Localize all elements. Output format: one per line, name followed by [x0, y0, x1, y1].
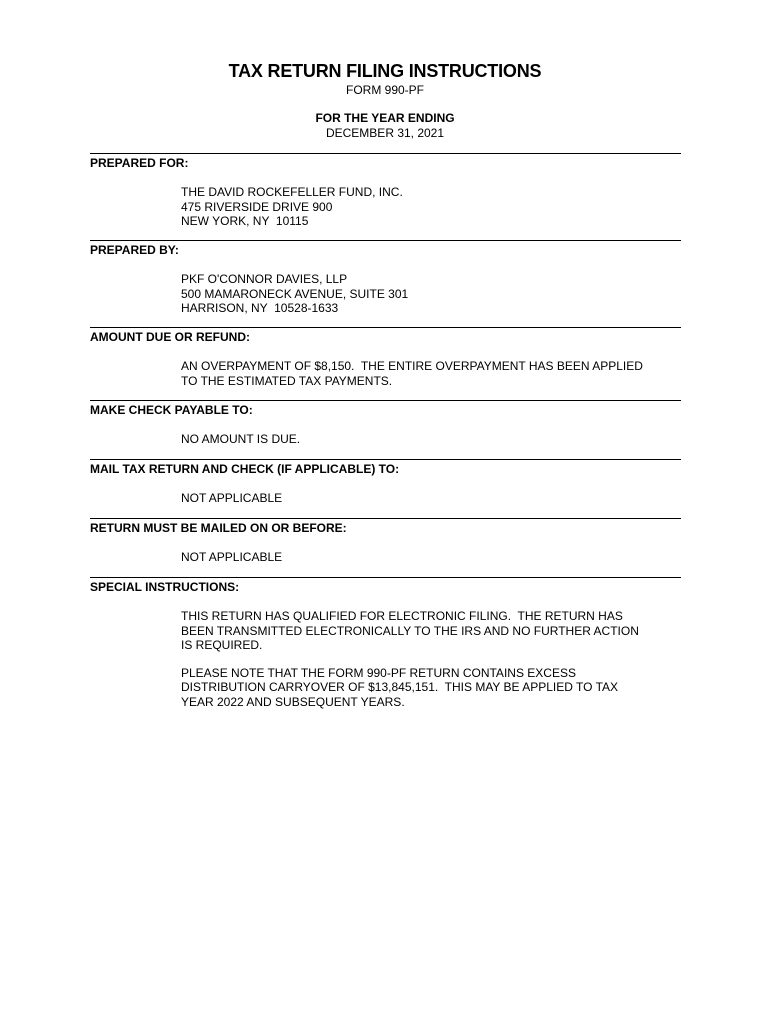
check-payable-text	[181, 432, 681, 447]
check-payable-label: MAKE CHECK PAYABLE TO:	[90, 403, 253, 417]
section-mail-before	[90, 518, 681, 565]
mail-to-label: MAIL TAX RETURN AND CHECK (IF APPLICABLE) TO:	[90, 462, 400, 476]
address-line: THE DAVID ROCKEFELLER FUND, INC.	[181, 185, 403, 199]
section-amount-due	[90, 327, 681, 388]
section-divider	[90, 518, 681, 519]
section-prepared-for	[90, 153, 681, 229]
amount-due-text	[181, 359, 681, 388]
prepared-for-label: PREPARED FOR:	[90, 156, 189, 170]
amount-due-label: AMOUNT DUE OR REFUND:	[90, 330, 250, 344]
section-divider	[90, 577, 681, 578]
document-title: TAX RETURN FILING INSTRUCTIONS	[228, 61, 542, 81]
address-line: 500 MAMARONECK AVENUE, SUITE 301	[181, 286, 409, 301]
special-paragraph-1	[181, 609, 681, 653]
year-ending-label: FOR THE YEAR ENDING	[315, 111, 455, 125]
mail-to-text	[181, 491, 681, 506]
text-line: TO THE ESTIMATED TAX PAYMENTS.	[181, 373, 393, 388]
section-check-payable	[90, 400, 681, 447]
section-divider	[90, 459, 681, 460]
special-instructions-label: SPECIAL INSTRUCTIONS:	[90, 580, 240, 594]
section-divider	[90, 240, 681, 241]
section-divider	[90, 153, 681, 154]
section-divider	[90, 327, 681, 328]
text-line: YEAR 2022 AND SUBSEQUENT YEARS.	[181, 694, 405, 709]
form-number: FORM 990-PF	[345, 83, 424, 97]
section-mail-to	[90, 459, 681, 506]
text-line: NOT APPLICABLE	[181, 550, 283, 564]
special-instructions-text	[181, 609, 681, 709]
text-line: NO AMOUNT IS DUE.	[181, 432, 301, 446]
address-line: PKF O'CONNOR DAVIES, LLP	[181, 272, 348, 286]
address-line: HARRISON, NY 10528-1633	[181, 301, 339, 315]
mail-before-text	[181, 550, 681, 565]
year-ending-date: DECEMBER 31, 2021	[325, 126, 445, 140]
text-line: IS REQUIRED.	[181, 638, 263, 652]
special-paragraph-2	[181, 666, 681, 710]
section-divider	[90, 400, 681, 401]
prepared-by-label: PREPARED BY:	[90, 243, 179, 257]
address-line: 475 RIVERSIDE DRIVE 900	[181, 199, 333, 214]
prepared-for-address	[181, 185, 681, 229]
text-line: THIS RETURN HAS QUALIFIED FOR ELECTRONIC FILING. THE RETURN HAS	[181, 609, 623, 623]
text-line: DISTRIBUTION CARRYOVER OF $13,845,151. THIS MAY BE APPLIED TO TAX	[181, 680, 619, 694]
section-prepared-by	[90, 240, 681, 316]
mail-before-label: RETURN MUST BE MAILED ON OR BEFORE:	[90, 521, 347, 535]
address-line: NEW YORK, NY 10115	[181, 214, 309, 228]
text-line: AN OVERPAYMENT OF $8,150. THE ENTIRE OVERPAYMENT HAS BEEN APPLIED	[181, 359, 643, 373]
text-line: NOT APPLICABLE	[181, 491, 283, 505]
text-line: BEEN TRANSMITTED ELECTRONICALLY TO THE IRS AND NO FURTHER ACTION	[181, 623, 639, 638]
text-line: PLEASE NOTE THAT THE FORM 990-PF RETURN CONTAINS EXCESS	[181, 665, 576, 680]
section-special-instructions	[90, 577, 681, 709]
prepared-by-address	[181, 272, 681, 316]
